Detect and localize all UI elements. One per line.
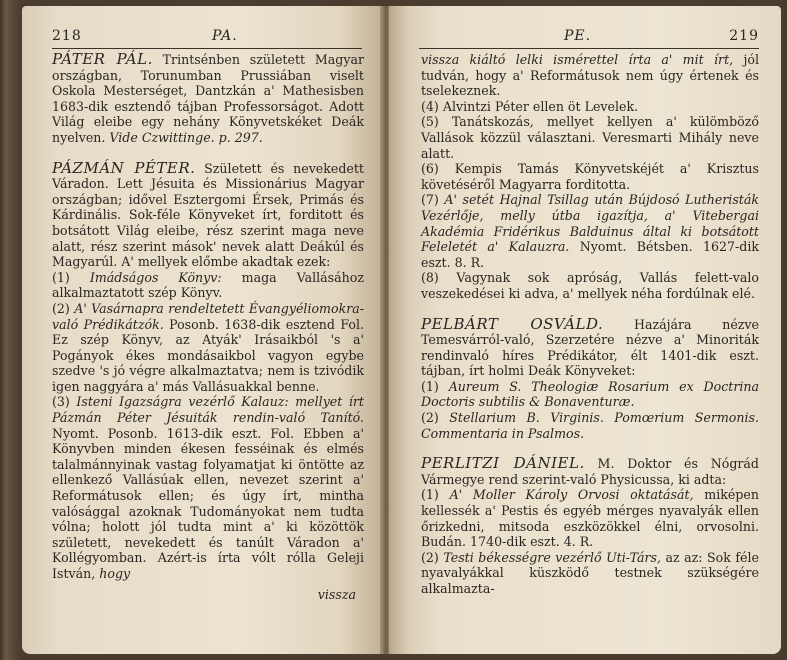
entry-reference: Vide Czwittinge. p. 297. [109, 129, 263, 145]
item-text: miképen kellessék a' Pestis és egyéb mérges nyavalyák ellen őrizkedni, mitsoda eszközökkel élni, orvosolni. Budán. 1740-dik eszt. 4. R. [421, 487, 759, 550]
list-item [421, 487, 759, 549]
list-item [421, 410, 759, 441]
item-tail: hogy [99, 566, 131, 581]
right-running-header [419, 28, 759, 48]
left-page-number: 218 [52, 28, 82, 44]
item-number: (7) [421, 192, 439, 208]
list-item [52, 270, 364, 301]
entry-heading: PÁTER PÁL. [52, 50, 153, 68]
list-item [52, 394, 364, 581]
item-text: Vagynak sok apróság, Vallás felett-valo veszekedései ki adva, a' mellyek néha fordúlnak elé. [421, 270, 759, 301]
left-page-body [52, 52, 364, 597]
list-item [421, 550, 759, 597]
entry-text: Trintsénben született Magyar országban, Torunumban Prussiában viselt Oskola Mesterséget, Dantzkán a' Mathesisben 1683-dik esztendő tájban Professorságot. Adott Világ eleibe egy nehány Könyvetskéket Deák nyelven. [52, 52, 364, 145]
entry-pelbart-osvald [421, 314, 759, 442]
item-number: (2) [52, 300, 70, 316]
entry-heading: PELBÁRT OSVÁLD. [421, 314, 604, 333]
entry-pazman-peter [52, 158, 364, 582]
list-item [52, 301, 364, 395]
item-text: maga Vallásához alkalmaztatott szép Könyv. [52, 269, 364, 301]
item-title: A' Vasárnapra rendeltetett Évangyéliomokra-való Prédikátzók. [52, 300, 364, 332]
list-item [421, 114, 759, 161]
left-running-header [52, 28, 362, 48]
item-number: (4) [421, 98, 439, 114]
item-title: Testi békességre vezérlő Uti-Társ, [443, 549, 661, 565]
item-number: (1) [421, 487, 439, 503]
item-number: (2) [421, 410, 439, 426]
item-title: Imádságos Könyv: [89, 269, 222, 285]
item-number: (2) [421, 549, 439, 565]
right-running-head: PE. [564, 28, 592, 44]
item-text: Posonb. 1638-dik esztend Fol. Ez szép Könyv, az Atyák' Irásaikból 's a' Pogányok ékes mondásaikbol vagyon egybe szedve 's jó végre alkalmaztatva; nem is tzivódik igen naggyára a' más Vallásuakkal benne. [52, 316, 364, 394]
continued-italic: vissza kiáltó lelki ismérettel írta a' mit írt, [421, 52, 734, 67]
item-title: Isteni Igazságra vezérlő Kalauz: mellyet írt Pázmán Péter Jésuiták rendin-való Tanító. [52, 394, 364, 426]
item-number: (3) [52, 394, 70, 410]
entry-perlitzi-daniel [421, 456, 759, 596]
item-number: (5) [421, 114, 439, 130]
left-header-rule [52, 48, 362, 49]
right-header-rule [419, 48, 759, 49]
right-page-number: 219 [729, 28, 759, 44]
item-number: (1) [421, 378, 439, 394]
item-title: A' setét Hajnal Tsillag után Bújdosó Lutheristák Vezérlője, melly útba igazítja, a' Vitebergai Akadémia Fridérikus Balduinus által ki botsátott Feleletét a' Kalauzra. [421, 192, 759, 255]
item-title: Aureum S. Theologiæ Rosarium ex Doctrina Doctoris subtilis & Bonaventuræ. [421, 378, 759, 410]
item-text: Alvintzi Péter ellen öt Levelek. [442, 98, 639, 114]
entry-text: M. Doktor és Nógrád Vármegye rend szerint-való Physicussa, ki adta: [421, 456, 759, 487]
right-page-body [421, 52, 759, 612]
item-number: (8) [421, 270, 439, 286]
entry-text: Született és nevekedett Váradon. Lett Jésuita és Missionárius Magyar országban; idővel Esztergomi Érsek, Primás és Kárdinális. Sok-féle Könyveket írt, forditott és botsátott Világ eleibe, rész szerint maga neve alatt, rész szerint mások' nevek alatt Deákúl és Magyarúl. A' mellyek előmbe akadtak ezek: [52, 160, 364, 270]
item-text: Tanátskozás, mellyet kellyen a' külömböző Vallások közzül választani. Veresmarti Mihály neve alatt. [421, 114, 759, 161]
entry-text: Hazájára nézve Temesvárról-való, Szerzetére nézve a' Minoriták rendinvaló híres Prédikátor, élt 1401-dik eszt. tájban, írt holmi Deák Könyveket: [421, 316, 759, 379]
item-title: Stellarium B. Virginis. Pomœrium Sermonis. Commentaria in Psalmos. [421, 410, 759, 441]
item-number: (6) [421, 161, 439, 177]
list-item [421, 192, 759, 270]
left-running-head: PA. [212, 28, 238, 44]
item-text: az az: Sok féle nyavalyákkal küszködő testnek szükségére alkalmazta- [421, 549, 759, 596]
item-text: Nyomt. Bétsben. 1627-dik eszt. 8. R. [421, 239, 759, 270]
entry-heading: PÁZMÁN PÉTER. [52, 158, 196, 177]
continued-text: jól tudván, hogy a' Reformátusok nem úgy értenek és tselekeznek. [421, 52, 759, 99]
list-item [421, 379, 759, 410]
item-text: Kempis Tamás Könyvetskéjét a' Krisztus követéséről Magyarra forditotta. [421, 161, 759, 192]
item-title: A' Moller Károly Orvosi oktatását, [449, 487, 694, 503]
left-catchword: vissza [317, 587, 356, 602]
list-item [421, 99, 759, 115]
list-item [421, 270, 759, 301]
left-page [22, 6, 384, 654]
item-number: (1) [52, 269, 70, 285]
list-item [421, 161, 759, 192]
entry-continuation [421, 52, 759, 302]
right-page [389, 6, 781, 654]
entry-heading: PERLITZI DÁNIEL. [421, 454, 585, 473]
entry-pater-pal [52, 52, 364, 146]
item-text: Nyomt. Posonb. 1613-dik eszt. Fol. Ebben a' Könyvben minden ékesen fesséinak és elmés talalmánnyinak vastag folyamatjat ki öntötte az ellenkező Vallásúak ellen, nevezet szerint a' Reformátusok ellen; és úgy írt, mintha valósággal azoknak Tudományokat nem tudta vólna; holott jól tudta mint a' ki közöttök született, nevekedett és tanúlt Váradon a' Kollégyomban. Azért-is írta vólt rólla Geleji István, [52, 425, 364, 581]
